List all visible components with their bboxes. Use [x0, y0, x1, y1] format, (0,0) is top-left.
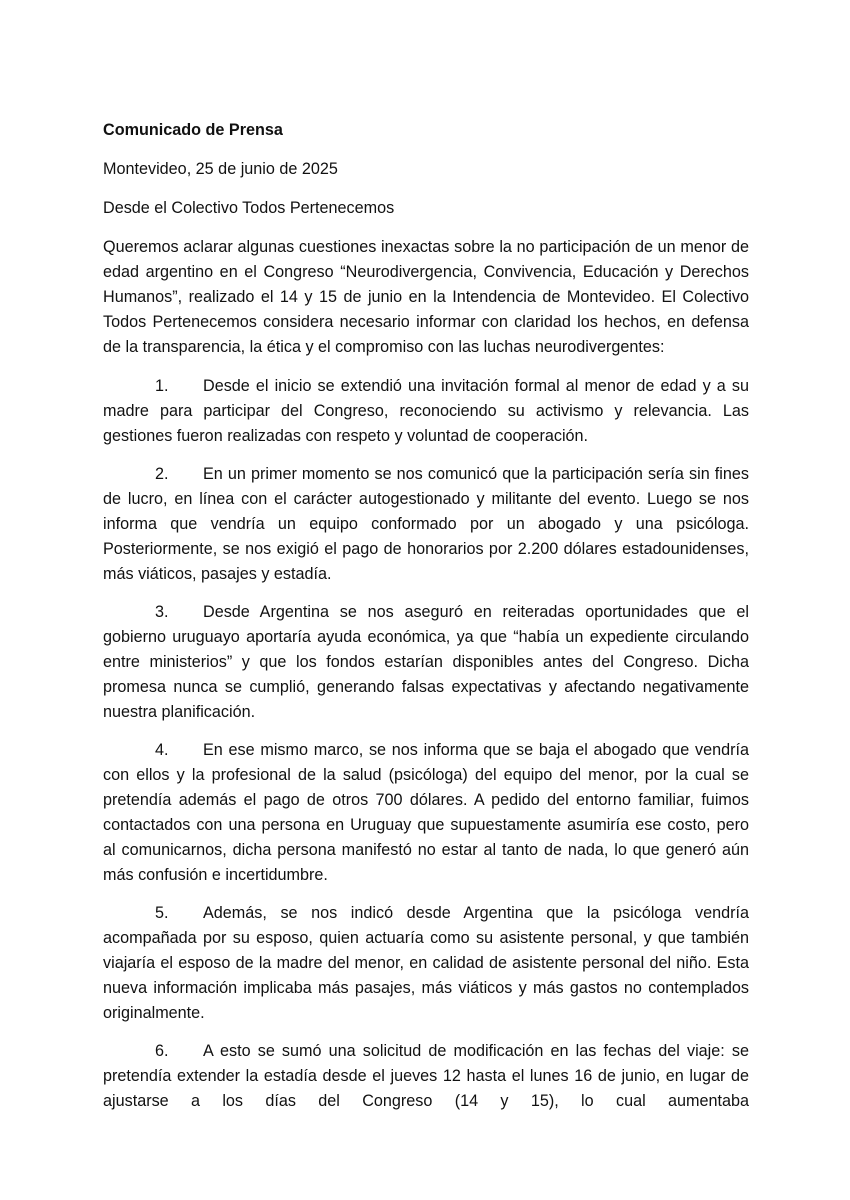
list-item-number: 4.: [155, 741, 169, 759]
list-item-text: Además, se nos indicó desde Argentina que la psicóloga vendría acompañada por su esposo, quien actuaría como su asistente personal, y que también viajaría el esposo de la madre del menor, en calidad de asistente personal del niño. Esta nueva información implicaba más pasajes, más viáticos y más gastos no contemplados originalmente.: [103, 904, 749, 1022]
list-item-text: A esto se sumó una solicitud de modificación en las fechas del viaje: se pretendía extender la estadía desde el jueves 12 hasta el lunes 16 de junio, en lugar de ajustarse a los días del Congreso (14 y 15), lo cual aumentaba: [103, 1042, 749, 1110]
list-item-text: En un primer momento se nos comunicó que la participación sería sin fines de lucro, en línea con el carácter autogestionado y militante del evento. Luego se nos informa que vendría un equipo conformado por un abogado y una psicóloga. Posteriormente, se nos exigió el pago de honorarios por 2.200 dólares estadounidenses, más viáticos, pasajes y estadía.: [103, 465, 749, 583]
list-item-number: 2.: [155, 465, 169, 483]
list-item-text: Desde el inicio se extendió una invitación formal al menor de edad y a su madre para participar del Congreso, reconociendo su activismo y relevancia. Las gestiones fueron realizadas con respeto y voluntad de cooperación.: [103, 377, 749, 445]
list-item: [103, 600, 749, 725]
list-item-number: 1.: [155, 377, 169, 395]
list-item: [103, 1039, 749, 1114]
list-item-number: 5.: [155, 904, 169, 922]
list-item: [103, 738, 749, 888]
intro-paragraph: Queremos aclarar algunas cuestiones inexactas sobre la no participación de un menor de edad argentino en el Congreso “Neurodivergencia, Convivencia, Educación y Derechos Humanos”, realizado el 14 y 15 de junio en la Intendencia de Montevideo. El Colectivo Todos Pertenecemos considera necesario informar con claridad los hechos, en defensa de la transparencia, la ética y el compromiso con las luchas neurodivergentes:: [103, 238, 749, 356]
list-item-text: En ese mismo marco, se nos informa que se baja el abogado que vendría con ellos y la profesional de la salud (psicóloga) del equipo del menor, por la cual se pretendía además el pago de otros 700 dólares. A pedido del entorno familiar, fuimos contactados con una persona en Uruguay que supuestamente asumiría ese costo, pero al comunicarnos, dicha persona manifestó no estar al tanto de nada, lo que generó aún más confusión e incertidumbre.: [103, 741, 749, 884]
press-release-page: [103, 118, 749, 1127]
document-title: Comunicado de Prensa: [103, 121, 283, 139]
list-item: [103, 901, 749, 1026]
list-item: [103, 374, 749, 449]
list-item-number: 6.: [155, 1042, 169, 1060]
list-item-number: 3.: [155, 603, 169, 621]
list-item-text: Desde Argentina se nos aseguró en reiteradas oportunidades que el gobierno uruguayo aportaría ayuda económica, ya que “había un expediente circulando entre ministerios” y que los fondos estarían disponibles antes del Congreso. Dicha promesa nunca se cumplió, generando falsas expectativas y afectando negativamente nuestra planificación.: [103, 603, 749, 721]
sender-line: Desde el Colectivo Todos Pertenecemos: [103, 199, 395, 217]
list-item: [103, 462, 749, 587]
place-date: Montevideo, 25 de junio de 2025: [103, 160, 338, 178]
